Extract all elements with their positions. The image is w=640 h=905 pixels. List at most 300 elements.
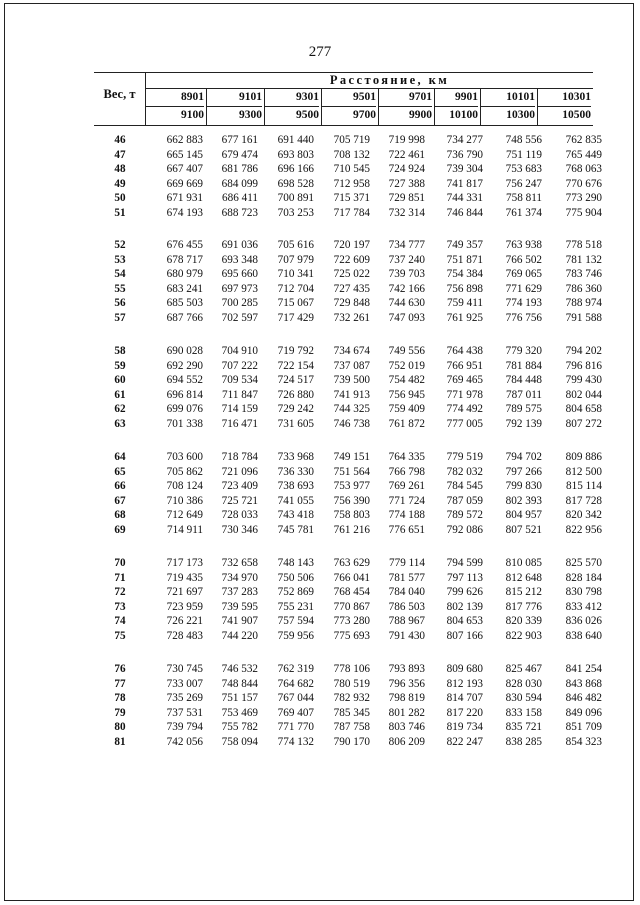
- weight-cell: 48: [114, 163, 126, 175]
- price-cell: 784 545: [446, 480, 483, 492]
- price-cell: 771 629: [505, 282, 542, 295]
- price-cell: 722 461: [388, 148, 425, 161]
- price-cell: 702 597: [221, 311, 258, 324]
- table-row: [0, 417, 640, 431]
- price-cell: 792 139: [505, 417, 542, 430]
- price-cell: 796 816: [565, 359, 602, 372]
- price-cell: 688 723: [221, 206, 258, 219]
- price-cell: 681 786: [221, 163, 258, 175]
- price-cell: 739 794: [166, 721, 203, 733]
- price-cell: 741 907: [221, 615, 258, 627]
- price-cell: 812 193: [446, 677, 483, 690]
- price-cell: 705 719: [333, 134, 370, 146]
- price-cell: 849 096: [565, 706, 602, 719]
- price-cell: 737 087: [333, 359, 370, 372]
- price-cell: 739 500: [333, 374, 370, 386]
- price-cell: 712 958: [333, 177, 370, 190]
- table-row: [0, 691, 640, 705]
- price-cell: 817 220: [446, 706, 483, 719]
- table-row: [0, 465, 640, 479]
- price-cell: 777 005: [446, 417, 483, 430]
- price-cell: 677 161: [221, 134, 258, 146]
- price-cell: 748 556: [505, 134, 542, 146]
- price-cell: 792 086: [446, 523, 483, 536]
- price-cell: 730 745: [166, 663, 203, 675]
- price-cell: 710 341: [277, 268, 314, 280]
- weight-cell: 61: [114, 388, 126, 401]
- price-cell: 739 703: [388, 268, 425, 280]
- table-row: [0, 662, 640, 676]
- range-header: [146, 89, 207, 126]
- price-cell: 762 319: [277, 663, 314, 675]
- price-cell: 804 957: [505, 509, 542, 521]
- price-cell: 727 435: [333, 282, 370, 295]
- weight-cell: 49: [114, 177, 126, 190]
- price-cell: 685 503: [166, 297, 203, 309]
- price-cell: 815 114: [566, 480, 602, 492]
- price-cell: 802 393: [505, 494, 542, 507]
- price-cell: 753 977: [333, 480, 370, 492]
- price-cell: 763 938: [505, 239, 542, 251]
- weight-cell: 67: [114, 494, 126, 507]
- price-cell: 787 059: [446, 494, 483, 507]
- price-cell: 717 173: [166, 557, 203, 569]
- price-cell: 758 811: [506, 192, 542, 204]
- price-cell: 727 388: [388, 177, 425, 190]
- price-cell: 836 026: [565, 615, 602, 627]
- price-cell: 828 184: [565, 571, 602, 584]
- range-from: 9501: [322, 89, 376, 107]
- price-cell: 776 651: [388, 523, 425, 536]
- price-cell: 759 956: [277, 629, 314, 642]
- price-cell: 707 979: [277, 253, 314, 266]
- weight-cell: 55: [114, 282, 126, 295]
- price-cell: 756 390: [333, 494, 370, 507]
- table-row: [0, 344, 640, 358]
- price-cell: 729 851: [388, 192, 425, 204]
- price-cell: 754 384: [446, 268, 483, 280]
- price-cell: 775 904: [565, 206, 602, 219]
- range-header: [538, 89, 593, 126]
- price-cell: 683 241: [166, 282, 203, 295]
- price-cell: 771 724: [388, 494, 425, 507]
- table-row: [0, 677, 640, 691]
- price-cell: 763 629: [333, 557, 370, 569]
- price-cell: 732 261: [333, 311, 370, 324]
- price-cell: 789 572: [446, 509, 483, 521]
- price-cell: 715 371: [333, 192, 370, 204]
- price-cell: 723 959: [166, 600, 203, 613]
- price-cell: 734 970: [221, 571, 258, 584]
- price-cell: 725 721: [221, 494, 258, 507]
- price-cell: 724 924: [388, 163, 425, 175]
- table-row: [0, 585, 640, 599]
- price-cell: 756 945: [388, 388, 425, 401]
- price-cell: 774 193: [505, 297, 542, 309]
- price-cell: 803 746: [388, 721, 425, 733]
- table-row: [0, 311, 640, 325]
- table-row: [0, 177, 640, 191]
- price-cell: 728 033: [221, 509, 258, 521]
- price-cell: 676 455: [166, 239, 203, 251]
- price-cell: 807 166: [446, 629, 483, 642]
- weight-cell: 69: [114, 523, 126, 536]
- price-cell: 729 848: [333, 297, 370, 309]
- price-cell: 739 595: [221, 600, 258, 613]
- price-cell: 755 782: [221, 721, 258, 733]
- price-cell: 767 044: [277, 692, 314, 704]
- price-cell: 779 320: [505, 345, 542, 357]
- price-cell: 801 282: [388, 706, 425, 719]
- price-cell: 701 338: [166, 417, 203, 430]
- price-cell: 741 913: [333, 388, 370, 401]
- price-cell: 700 285: [221, 297, 258, 309]
- table-row: [0, 494, 640, 508]
- range-to: 9500: [296, 109, 319, 121]
- range-header: [379, 89, 435, 126]
- price-cell: 705 616: [277, 239, 314, 251]
- price-cell: 753 469: [221, 706, 258, 719]
- weight-cell: 80: [114, 721, 126, 733]
- price-cell: 830 798: [565, 586, 602, 598]
- weight-cell: 54: [114, 268, 126, 280]
- price-cell: 782 032: [446, 465, 483, 478]
- price-cell: 746 844: [446, 206, 483, 219]
- price-cell: 749 151: [333, 451, 370, 463]
- price-cell: 693 803: [277, 148, 314, 161]
- table-row: [0, 523, 640, 537]
- price-cell: 737 283: [221, 586, 258, 598]
- weight-cell: 65: [114, 465, 126, 478]
- price-cell: 725 022: [333, 268, 370, 280]
- price-cell: 696 814: [166, 388, 203, 401]
- table-row: [0, 402, 640, 416]
- price-cell: 784 448: [505, 374, 542, 386]
- price-cell: 768 454: [333, 586, 370, 598]
- price-cell: 747 093: [388, 311, 425, 324]
- price-cell: 762 835: [565, 134, 602, 146]
- price-cell: 699 076: [166, 403, 203, 415]
- range-from: 9101: [207, 89, 262, 107]
- price-cell: 717 429: [277, 311, 314, 324]
- price-cell: 751 564: [333, 465, 370, 478]
- price-cell: 761 374: [505, 206, 542, 219]
- price-cell: 791 430: [388, 629, 425, 642]
- weight-cell: 66: [114, 480, 126, 492]
- price-cell: 715 067: [277, 297, 314, 309]
- weight-cell: 71: [114, 571, 126, 584]
- price-cell: 714 159: [221, 403, 258, 415]
- weight-cell: 73: [114, 600, 126, 613]
- price-cell: 742 166: [388, 282, 425, 295]
- price-cell: 835 721: [505, 721, 542, 733]
- price-cell: 771 978: [446, 388, 483, 401]
- price-cell: 766 502: [505, 253, 542, 266]
- range-header: [322, 89, 379, 126]
- table-row: [0, 206, 640, 220]
- range-to: 9900: [409, 109, 432, 121]
- price-cell: 752 869: [277, 586, 314, 598]
- price-cell: 690 028: [166, 345, 203, 357]
- table-row: [0, 479, 640, 493]
- price-cell: 838 285: [505, 735, 542, 748]
- price-cell: 746 532: [221, 663, 258, 675]
- price-cell: 746 738: [333, 417, 370, 430]
- price-cell: 804 653: [446, 615, 483, 627]
- range-to: 10500: [562, 109, 591, 121]
- price-cell: 825 570: [565, 557, 602, 569]
- price-cell: 752 019: [388, 359, 425, 372]
- price-cell: 787 011: [506, 388, 542, 401]
- table-row: [0, 571, 640, 585]
- price-cell: 751 119: [506, 148, 542, 161]
- price-cell: 766 041: [333, 571, 370, 584]
- price-cell: 712 649: [166, 509, 203, 521]
- price-cell: 843 868: [565, 677, 602, 690]
- price-cell: 820 339: [505, 615, 542, 627]
- price-cell: 810 085: [505, 557, 542, 569]
- table-row: [0, 253, 640, 267]
- price-cell: 768 063: [565, 163, 602, 175]
- price-cell: 787 758: [333, 721, 370, 733]
- price-cell: 737 240: [388, 253, 425, 266]
- price-cell: 774 132: [277, 735, 314, 748]
- price-cell: 764 438: [446, 345, 483, 357]
- price-cell: 791 588: [565, 311, 602, 324]
- price-cell: 709 534: [221, 374, 258, 386]
- price-cell: 750 506: [277, 571, 314, 584]
- price-cell: 692 290: [166, 359, 203, 372]
- price-cell: 691 440: [277, 134, 314, 146]
- price-cell: 781 884: [505, 359, 542, 372]
- price-cell: 667 407: [166, 163, 203, 175]
- price-cell: 730 346: [221, 523, 258, 536]
- price-cell: 703 253: [277, 206, 314, 219]
- range-from: 10101: [481, 89, 535, 107]
- range-header: [481, 89, 538, 126]
- price-cell: 732 314: [388, 206, 425, 219]
- price-cell: 731 605: [277, 417, 314, 430]
- price-cell: 761 216: [333, 523, 370, 536]
- price-cell: 773 280: [333, 615, 370, 627]
- price-cell: 736 330: [277, 465, 314, 478]
- range-header: [435, 89, 481, 126]
- table-row: [0, 735, 640, 749]
- price-cell: 759 409: [388, 403, 425, 415]
- price-cell: 686 411: [222, 192, 258, 204]
- price-cell: 733 007: [166, 677, 203, 690]
- price-cell: 775 693: [333, 629, 370, 642]
- price-cell: 770 867: [333, 600, 370, 613]
- price-cell: 794 599: [446, 557, 483, 569]
- table-row: [0, 373, 640, 387]
- price-cell: 669 669: [166, 177, 203, 190]
- price-cell: 766 798: [388, 465, 425, 478]
- price-cell: 719 998: [388, 134, 425, 146]
- table-row: [0, 267, 640, 281]
- price-cell: 758 094: [221, 735, 258, 748]
- range-to: 10300: [506, 109, 535, 121]
- table-row: [0, 359, 640, 373]
- price-cell: 723 409: [221, 480, 258, 492]
- price-cell: 785 345: [333, 706, 370, 719]
- weight-cell: 62: [114, 403, 126, 415]
- price-cell: 761 872: [388, 417, 425, 430]
- price-cell: 757 594: [277, 615, 314, 627]
- weight-cell: 74: [114, 615, 126, 627]
- price-cell: 693 348: [221, 253, 258, 266]
- price-cell: 790 170: [333, 735, 370, 748]
- price-cell: 838 640: [565, 629, 602, 642]
- price-cell: 833 158: [505, 706, 542, 719]
- price-cell: 764 682: [277, 677, 314, 690]
- weight-cell: 51: [114, 206, 126, 219]
- price-cell: 719 435: [166, 571, 203, 584]
- price-cell: 756 898: [446, 282, 483, 295]
- table-row: [0, 388, 640, 402]
- price-cell: 710 545: [333, 163, 370, 175]
- price-cell: 674 193: [166, 206, 203, 219]
- weight-cell: 68: [114, 509, 126, 521]
- price-cell: 828 030: [505, 677, 542, 690]
- weight-cell: 50: [114, 192, 126, 204]
- price-cell: 732 658: [221, 557, 258, 569]
- table-row: [0, 600, 640, 614]
- price-cell: 789 575: [505, 403, 542, 415]
- price-cell: 741 055: [277, 494, 314, 507]
- price-cell: 774 188: [388, 509, 425, 521]
- price-cell: 797 113: [447, 571, 483, 584]
- price-cell: 678 717: [166, 253, 203, 266]
- weight-cell: 52: [114, 239, 126, 251]
- price-cell: 806 209: [388, 735, 425, 748]
- price-cell: 751 871: [446, 253, 483, 266]
- table-row: [0, 450, 640, 464]
- price-cell: 671 931: [166, 192, 203, 204]
- price-cell: 717 784: [333, 206, 370, 219]
- price-cell: 712 704: [277, 282, 314, 295]
- price-cell: 786 360: [565, 282, 602, 295]
- price-cell: 783 746: [565, 268, 602, 280]
- weight-cell: 76: [114, 663, 126, 675]
- price-cell: 776 756: [505, 311, 542, 324]
- price-cell: 721 697: [166, 586, 203, 598]
- price-cell: 769 465: [446, 374, 483, 386]
- price-cell: 754 482: [388, 374, 425, 386]
- price-cell: 718 784: [221, 451, 258, 463]
- price-cell: 799 626: [446, 586, 483, 598]
- price-cell: 736 790: [446, 148, 483, 161]
- weight-cell: 46: [114, 134, 126, 146]
- price-cell: 764 335: [388, 451, 425, 463]
- weight-cell: 60: [114, 374, 126, 386]
- weight-cell: 64: [114, 451, 126, 463]
- price-cell: 819 734: [446, 721, 483, 733]
- price-cell: 708 124: [166, 480, 203, 492]
- table-row: [0, 282, 640, 296]
- price-cell: 714 911: [167, 523, 203, 536]
- price-cell: 778 106: [333, 663, 370, 675]
- price-cell: 761 925: [446, 311, 483, 324]
- price-cell: 788 967: [388, 615, 425, 627]
- table-row: [0, 720, 640, 734]
- price-cell: 780 519: [333, 677, 370, 690]
- price-cell: 745 781: [277, 523, 314, 536]
- price-cell: 807 272: [565, 417, 602, 430]
- price-cell: 744 220: [221, 629, 258, 642]
- table-row: [0, 162, 640, 176]
- weight-cell: 81: [114, 735, 126, 748]
- price-cell: 710 386: [166, 494, 203, 507]
- weight-cell: 75: [114, 629, 126, 642]
- price-cell: 833 412: [565, 600, 602, 613]
- price-cell: 708 132: [333, 148, 370, 161]
- price-cell: 773 290: [565, 192, 602, 204]
- price-cell: 748 844: [221, 677, 258, 690]
- price-cell: 720 197: [333, 239, 370, 251]
- price-cell: 815 212: [505, 586, 542, 598]
- price-cell: 814 707: [446, 692, 483, 704]
- price-cell: 695 660: [221, 268, 258, 280]
- price-cell: 698 528: [277, 177, 314, 190]
- price-cell: 738 693: [277, 480, 314, 492]
- price-cell: 735 269: [166, 692, 203, 704]
- price-cell: 765 449: [565, 148, 602, 161]
- price-cell: 817 776: [505, 600, 542, 613]
- price-cell: 825 467: [505, 663, 542, 675]
- range-to: 9300: [239, 109, 262, 121]
- price-cell: 744 630: [388, 297, 425, 309]
- price-cell: 684 099: [221, 177, 258, 190]
- price-cell: 733 968: [277, 451, 314, 463]
- weight-cell: 70: [114, 557, 126, 569]
- price-cell: 726 880: [277, 388, 314, 401]
- price-cell: 812 500: [565, 465, 602, 478]
- price-cell: 788 974: [565, 297, 602, 309]
- price-cell: 748 143: [277, 557, 314, 569]
- price-cell: 807 521: [505, 523, 542, 536]
- price-cell: 697 973: [221, 282, 258, 295]
- price-cell: 756 247: [505, 177, 542, 190]
- price-cell: 759 411: [447, 297, 483, 309]
- price-cell: 784 040: [388, 586, 425, 598]
- price-cell: 769 065: [505, 268, 542, 280]
- price-cell: 707 222: [221, 359, 258, 372]
- price-cell: 742 056: [166, 735, 203, 748]
- price-cell: 817 728: [565, 494, 602, 507]
- range-to: 9100: [181, 109, 204, 121]
- table-row: [0, 556, 640, 570]
- price-cell: 846 482: [565, 692, 602, 704]
- price-cell: 711 847: [222, 388, 258, 401]
- price-cell: 751 157: [221, 692, 258, 704]
- price-cell: 705 862: [166, 465, 203, 478]
- price-cell: 737 531: [166, 706, 203, 719]
- price-cell: 769 261: [388, 480, 425, 492]
- price-cell: 822 956: [565, 523, 602, 536]
- price-cell: 797 266: [505, 465, 542, 478]
- price-cell: 766 951: [446, 359, 483, 372]
- weight-cell: 57: [114, 311, 126, 324]
- price-cell: 781 132: [565, 253, 602, 266]
- price-cell: 734 277: [446, 134, 483, 146]
- distance-range-row: [146, 89, 593, 126]
- table-row: [0, 296, 640, 310]
- price-cell: 734 777: [388, 239, 425, 251]
- range-header: [207, 89, 265, 126]
- distance-header: Расстояние, км: [146, 72, 593, 89]
- price-cell: 680 979: [166, 268, 203, 280]
